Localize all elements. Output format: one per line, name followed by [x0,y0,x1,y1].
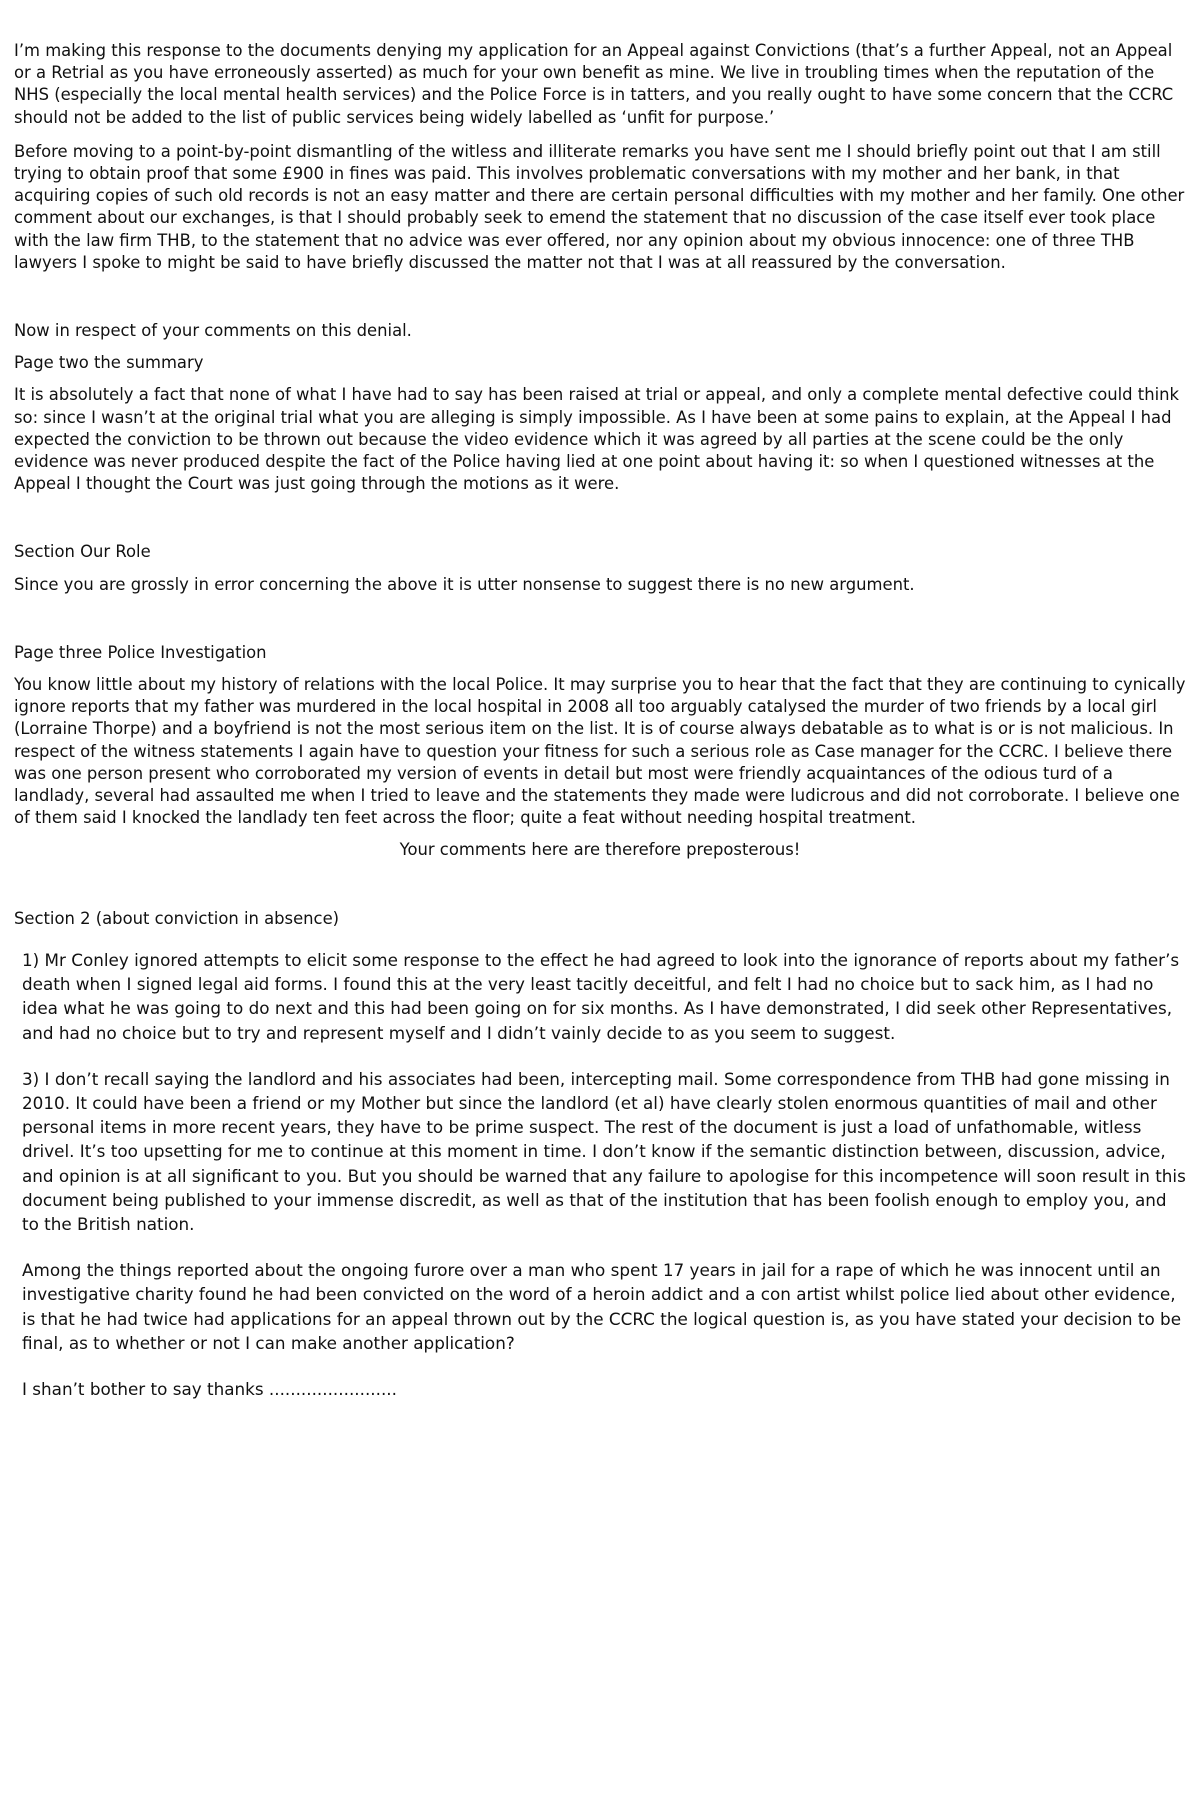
closing-line: I shan’t bother to say thanks ........................ [22,1378,397,1399]
page-two-heading: Page two the summary [14,353,204,373]
page-three-paragraph: You know little about my history of relations with the local Police. It may surprise you to hear that the fact that they are continuing to cynically ignore reports that my father was murdered in the local hospital in 2008 all too arguably catalysed the murder of two friends by a local girl (Lorraine Thorpe) and a boyfriend is not the most serious item on the list. It is of course always debatable as to what is or is not malicious. In respect of the witness statements I again have to question your fitness for such a serious role as Case manager for the CCRC. I believe there was one person present who corroborated my version of events in detail but most were friendly acquaintances of the odious turd of a landlady, several had assaulted me when I tried to leave and the statements they made were ludicrous and did not corroborate. I believe one of them said I knocked the landlady ten feet across the floor; quite a feat without needing hospital treatment. [14,675,1186,828]
section-two-points [14,948,1186,1401]
fines-paragraph: Before moving to a point-by-point dismantling of the witless and illiterate remarks you have sent me I should briefly point out that I am still trying to obtain proof that some £900 in fines was paid. This involves problematic conversations with my mother and her bank, in that acquiring copies of such old records is not an easy matter and there are certain personal difficulties with my mother and her family. One other comment about our exchanges, is that I should probably seek to emend the statement that no discussion of the case itself ever took place with the law firm THB, to the statement that no advice was ever offered, nor any opinion about my obvious innocence: one of three THB lawyers I spoke to might be said to have briefly discussed the matter not that I was at all reassured by the conversation. [14,141,1185,272]
our-role-paragraph: Since you are grossly in error concerning the above it is utter nonsense to suggest there is no new argument. [14,574,915,594]
section-two-heading: Section 2 (about conviction in absence) [14,908,340,928]
page-two-paragraph: It is absolutely a fact that none of what I have had to say has been raised at trial or appeal, and only a complete mental defective could think so: since I wasn’t at the original trial what you are alleging is simply impossible. As I have been at some pains to explain, at the Appeal I had expected the conviction to be thrown out because the video evidence which it was agreed by all parties at the scene could be the only evidence was never produced despite the fact of the Police having lied at one point about having it: so when I questioned witnesses at the Appeal I thought the Court was just going through the motions as it were. [14,385,1180,494]
furore-paragraph: Among the things reported about the ongoing furore over a man who spent 17 years in jail for a rape of which he was innocent until an investigative charity found he had been convicted on the word of a heroin addict and a con artist whilst police lied about other evidence, is that he had twice had applications for an appeal thrown out by the CCRC the logical question is, as you have stated your decision to be final, as to whether or not I can make another application? [22,1260,1182,1353]
page-three-heading: Page three Police Investigation [14,642,267,662]
denial-intro: Now in respect of your comments on this denial. [14,321,412,341]
point-three: 3) I don’t recall saying the landlord and his associates had been, intercepting mail. Some correspondence from THB had gone missing in 2010. It could have been a friend or my Mother but since the landlord (et al) have clearly stolen enormous quantities of mail and other personal items in more recent years, they have to be prime suspect. The rest of the document is just a load of unfathomable, witless drivel. It’s too upsetting for me to continue at this moment in time. I don’t know if the semantic distinction between, discussion, advice, and opinion is at all significant to you. But you should be warned that any failure to apologise for this incompetence will soon result in this document being published to your immense discredit, as well as that of the institution that has been foolish enough to employ you, and to the British nation. [22,1068,1186,1234]
our-role-heading: Section Our Role [14,542,151,562]
point-one: 1) Mr Conley ignored attempts to elicit some response to the effect he had agreed to look into the ignorance of reports about my father’s death when I signed legal aid forms. I found this at the very least tacitly deceitful, and felt I had no choice but to sack him, as I had no idea what he was going to do next and this had been going on for six months. As I have demonstrated, I did seek other Representatives, and had no choice but to try and represent myself and I didn’t vainly decide to as you seem to suggest. [22,949,1180,1043]
letter-document [14,40,1186,1401]
preposterous-line: Your comments here are therefore preposterous! [399,840,801,860]
intro-paragraph: I’m making this response to the documents denying my application for an Appeal against Convictions (that’s a further Appeal, not an Appeal or a Retrial as you have erroneously asserted) as much for your own benefit as mine. We live in troubling times when the reputation of the NHS (especially the local mental health services) and the Police Force is in tatters, and you really ought to have some concern that the CCRC should not be added to the list of public services being widely labelled as ‘unfit for purpose.’ [14,41,1174,127]
